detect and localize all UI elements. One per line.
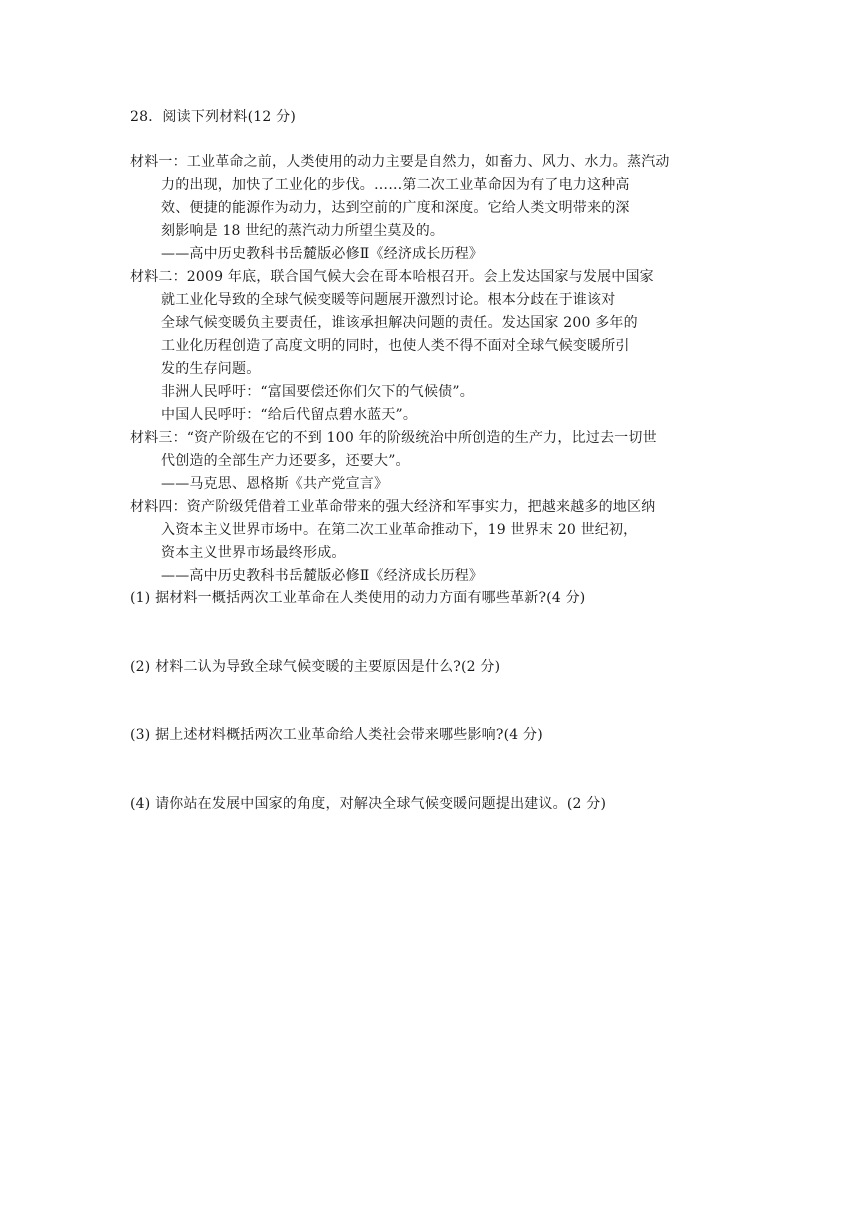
material-1-line: 效、便捷的能源作为动力，达到空前的广度和深度。它给人类文明带来的深 (161, 200, 630, 216)
material-4-line: 材料四：资产阶级凭借着工业革命带来的强大经济和军事实力，把越来越多的地区纳 (130, 499, 656, 515)
material-3-source: ——马克思、恩格斯《共产党宣言》 (161, 476, 389, 492)
material-1-line: 刻影响是 18 世纪的蒸汽动力所望尘莫及的。 (161, 223, 445, 239)
material-3-line: 材料三：“资产阶级在它的不到 100 年的阶级统治中所创造的生产力，比过去一切世 (130, 430, 657, 446)
material-4-line: 资本主义世界市场最终形成。 (161, 545, 346, 561)
material-3-line: 代创造的全部生产力还要多，还要大”。 (161, 453, 410, 469)
material-1-source: ——高中历史教科书岳麓版必修Ⅱ《经济成长历程》 (161, 246, 484, 262)
material-4-source: ——高中历史教科书岳麓版必修Ⅱ《经济成长历程》 (161, 568, 484, 584)
material-2-line: 工业化历程创造了高度文明的同时，也使人类不得不面对全球气候变暖所引 (161, 338, 630, 354)
material-1-line: 力的出现，加快了工业化的步伐。……第二次工业革命因为有了电力这种高 (161, 177, 630, 193)
material-1-line: 材料一：工业革命之前，人类使用的动力主要是自然力，如畜力、风力、水力。蒸汽动 (130, 154, 670, 170)
subquestion-1: (1) 据材料一概括两次工业革命在人类使用的动力方面有哪些革新?(4 分) (130, 590, 586, 606)
material-2-line: 就工业化导致的全球气候变暖等问题展开激烈讨论。根本分歧在于谁该对 (161, 292, 616, 308)
subquestion-4: (4) 请你站在发展中国家的角度，对解决全球气候变暖问题提出建议。(2 分) (130, 796, 607, 812)
material-4-line: 入资本主义世界市场中。在第二次工业革命推动下，19 世界末 20 世纪初， (161, 522, 638, 538)
material-2-line: 发的生存问题。 (161, 361, 261, 377)
material-2-quote-china: 中国人民呼吁：“给后代留点碧水蓝天”。 (161, 407, 418, 423)
subquestion-3: (3) 据上述材料概括两次工业革命给人类社会带来哪些影响?(4 分) (130, 727, 543, 743)
subquestion-2: (2) 材料二认为导致全球气候变暖的主要原因是什么?(2 分) (130, 659, 501, 675)
material-2-line: 材料二：2009 年底，联合国气候大会在哥本哈根召开。会上发达国家与发展中国家 (130, 269, 654, 285)
material-2-quote-africa: 非洲人民呼吁：“富国要偿还你们欠下的气候债”。 (161, 384, 474, 400)
question-heading: 28．阅读下列材料(12 分) (130, 109, 297, 125)
material-2-line: 全球气候变暖负主要责任，谁该承担解决问题的责任。发达国家 200 多年的 (161, 315, 638, 331)
